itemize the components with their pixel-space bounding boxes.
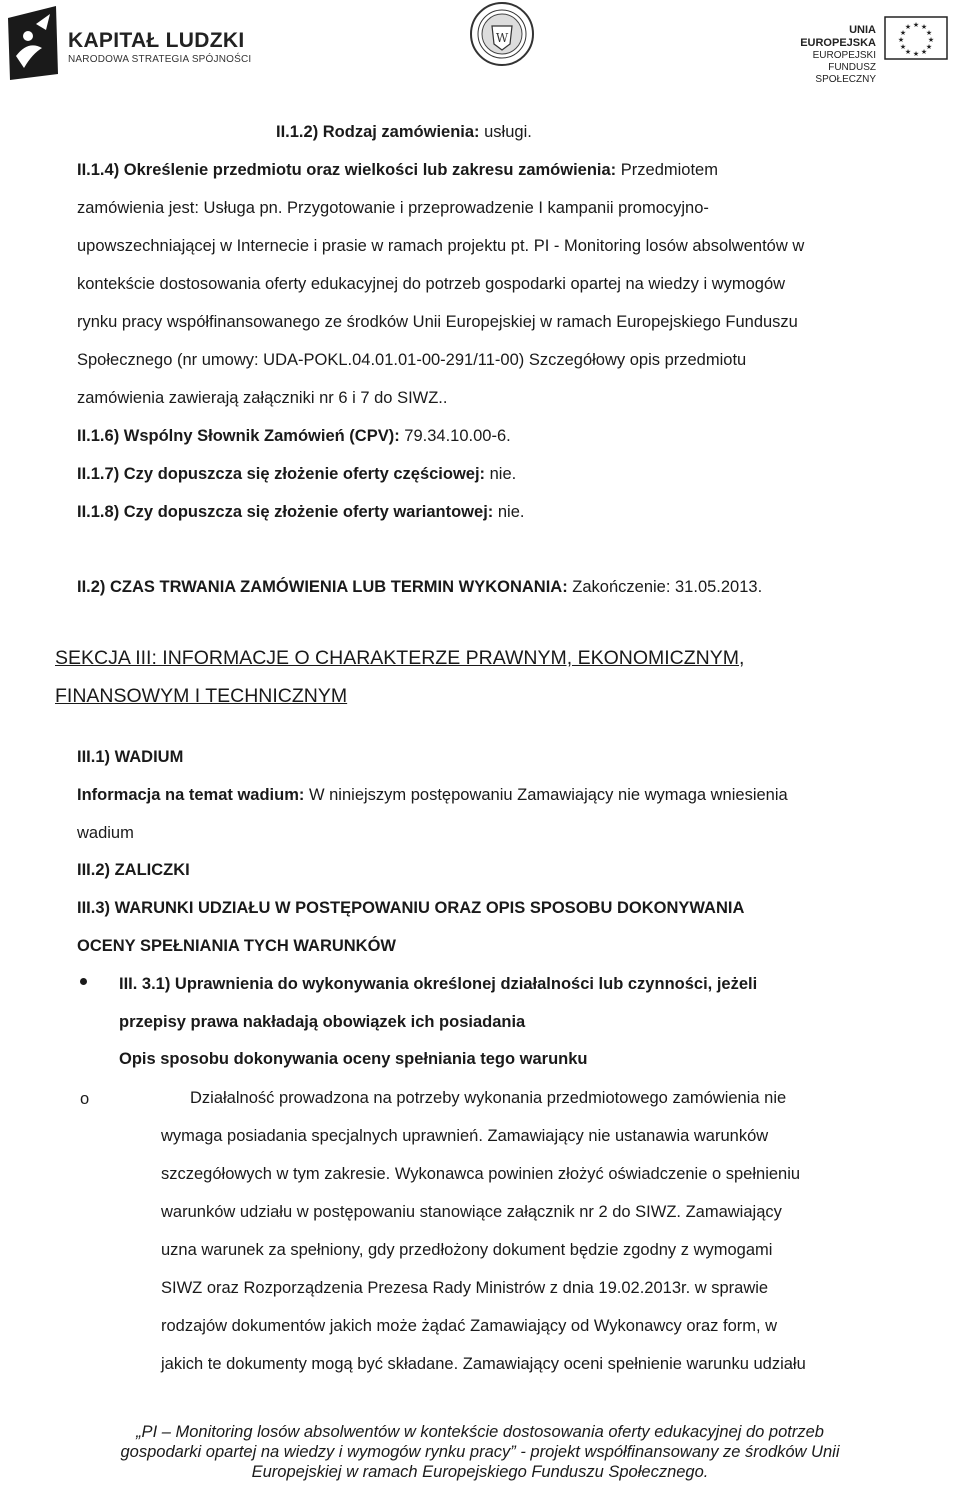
- svg-text:★: ★: [899, 29, 907, 37]
- line-cpv: II.1.6) Wspólny Słownik Zamówień (CPV): 79.34.10.00-6.: [77, 427, 511, 445]
- paragraph-line: wadium: [77, 824, 134, 842]
- svg-text:★: ★: [912, 50, 920, 58]
- footer-line: „PI – Monitoring losów absolwentów w kontekście dostosowania oferty edukacyjnej do potrzeb: [136, 1423, 824, 1441]
- paragraph-line: Działalność prowadzona na potrzeby wykonania przedmiotowego zamówienia nie: [190, 1089, 787, 1107]
- svg-text:★: ★: [897, 36, 905, 44]
- line-czas-trwania: II.2) CZAS TRWANIA ZAMÓWIENIA LUB TERMIN WYKONANIA: Zakończenie: 31.05.2013.: [77, 578, 763, 596]
- heading-uprawnienia-cont: przepisy prawa nakładają obowiązek ich posiadania: [119, 1013, 526, 1031]
- kl-subtitle: NARODOWA STRATEGIA SPÓJNOŚCI: [68, 54, 252, 65]
- paragraph-line: zamówienia zawierają załączniki nr 6 i 7 do SIWZ..: [77, 389, 448, 407]
- svg-text:★: ★: [920, 23, 928, 31]
- line-rodzaj-zamowienia: II.1.2) Rodzaj zamówienia: usługi.: [276, 123, 532, 141]
- page-footer: [0, 1422, 960, 1482]
- svg-text:★: ★: [899, 43, 907, 51]
- heading-opis-sposobu: Opis sposobu dokonywania oceny spełniania tego warunku: [119, 1050, 588, 1068]
- eu-line1: UNIA EUROPEJSKA: [800, 24, 876, 49]
- paragraph-line: szczegółowych w tym zakresie. Wykonawca powinien złożyć oświadczenie o spełnieniu: [161, 1165, 801, 1183]
- svg-text:★: ★: [925, 29, 933, 37]
- svg-text:W: W: [495, 31, 509, 45]
- footer-line: gospodarki opartej na wiedzy i wymogów rynku pracy” - projekt współfinansowany ze środków Unii: [120, 1443, 840, 1461]
- svg-text:★: ★: [925, 43, 933, 51]
- paragraph-line: wymaga posiadania specjalnych uprawnień. Zamawiający nie ustanawia warunków: [161, 1127, 769, 1145]
- paragraph-line: warunków udziału w postępowaniu stanowiące załącznik nr 2 do SIWZ. Zamawiający: [161, 1203, 782, 1221]
- footer-line: Europejskiej w ramach Europejskiego Funduszu Społecznego.: [251, 1463, 709, 1481]
- circle-bullet-icon: o: [80, 1090, 90, 1108]
- line-oferta-czesciowa: II.1.7) Czy dopuszcza się złożenie oferty częściowej: nie.: [77, 465, 517, 483]
- eu-line3: FUNDUSZ SPOŁECZNY: [815, 62, 876, 85]
- line-oferta-wariantowa: II.1.8) Czy dopuszcza się złożenie oferty wariantowej: nie.: [77, 503, 525, 521]
- svg-text:★: ★: [912, 21, 920, 29]
- paragraph-line: rynku pracy współfinansowanego ze środków Unii Europejskiej w ramach Europejskiego Funduszu: [77, 313, 798, 331]
- page-header: [0, 0, 960, 90]
- paragraph-line: upowszechniającej w Internecie i prasie w ramach projektu pt. PI - Monitoring losów absolwentów w: [77, 237, 805, 255]
- heading-zaliczki: III.2) ZALICZKI: [77, 861, 190, 879]
- paragraph-line: zamówienia jest: Usługa pn. Przygotowanie i przeprowadzenie I kampanii promocyjno-: [77, 199, 709, 217]
- paragraph-line: jakich te dokumenty mogą być składane. Zamawiający oceni spełnienie warunku udziału: [161, 1355, 806, 1373]
- heading-warunki-cont: OCENY SPEŁNIANIA TYCH WARUNKÓW: [77, 937, 397, 955]
- eu-text: [780, 24, 876, 86]
- svg-text:★: ★: [904, 23, 912, 31]
- line-przedmiot: II.1.4) Określenie przedmiotu oraz wielkości lub zakresu zamówienia: Przedmiotem: [77, 161, 718, 179]
- svg-text:★: ★: [920, 48, 928, 56]
- kl-title: KAPITAŁ LUDZKI: [68, 29, 245, 52]
- eu-flag-icon: [884, 16, 948, 60]
- section-heading: SEKCJA III: INFORMACJE O CHARAKTERZE PRAWNYM, EKONOMICZNYM,: [55, 647, 745, 669]
- paragraph-line: SIWZ oraz Rozporządzenia Prezesa Rady Ministrów z dnia 19.02.2013r. w sprawie: [161, 1279, 769, 1297]
- kapital-ludzki-text: [68, 30, 251, 65]
- paragraph-line: Społecznego (nr umowy: UDA-POKL.04.01.01-00-291/11-00) Szczegółowy opis przedmiotu: [77, 351, 747, 369]
- paragraph-line: rodzajów dokumentów jakich może żądać Zamawiający od Wykonawcy oraz form, w: [161, 1317, 778, 1335]
- section-heading: FINANSOWYM I TECHNICZNYM: [55, 685, 348, 707]
- eu-line2: EUROPEJSKI: [812, 50, 876, 61]
- heading-warunki: III.3) WARUNKI UDZIAŁU W POSTĘPOWANIU ORAZ OPIS SPOSOBU DOKONYWANIA: [77, 899, 745, 917]
- heading-wadium: III.1) WADIUM: [77, 748, 184, 766]
- paragraph-line: kontekście dostosowania oferty edukacyjnej do potrzeb gospodarki opartej na wiedzy i wymogów: [77, 275, 786, 293]
- paragraph-line: uzna warunek za spełniony, gdy przedłożony dokument będzie zgodny z wymogami: [161, 1241, 773, 1259]
- bullet-icon: [80, 978, 87, 985]
- svg-text:★: ★: [904, 48, 912, 56]
- university-seal-icon: [468, 0, 536, 68]
- heading-uprawnienia: III. 3.1) Uprawnienia do wykonywania określonej działalności lub czynności, jeżeli: [119, 975, 758, 993]
- svg-text:★: ★: [927, 36, 935, 44]
- line-wadium-info: Informacja na temat wadium: W niniejszym postępowaniu Zamawiający nie wymaga wniesienia: [77, 786, 788, 804]
